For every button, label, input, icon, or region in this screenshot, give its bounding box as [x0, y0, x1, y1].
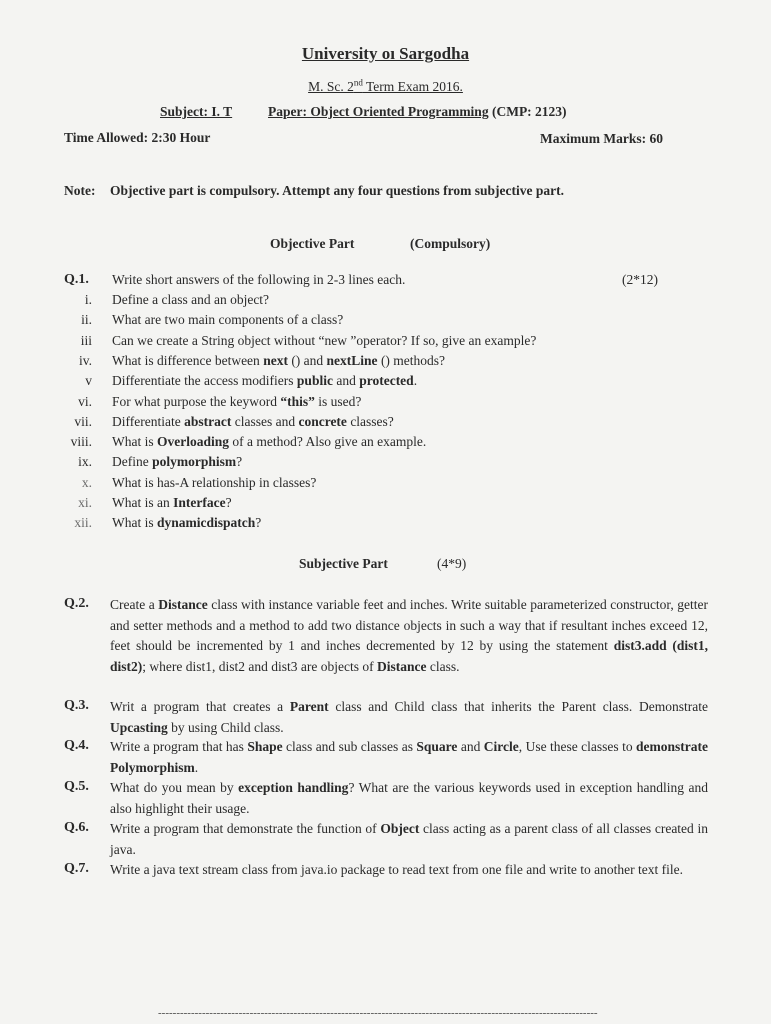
objective-item-number: xii.	[74, 515, 92, 531]
objective-item-number: ix.	[78, 454, 92, 470]
subjective-question-text: Write a java text stream class from java.io package to read text from one file and write to another text file.	[110, 862, 683, 877]
objective-item-text: What is Overloading of a method? Also give an example.	[112, 434, 427, 450]
objective-item-number: vii.	[74, 413, 92, 429]
subjective-question-label: Q.2.	[64, 596, 89, 611]
university-title: University oı Sargodha	[301, 44, 470, 63]
objective-item-number: viii.	[70, 434, 92, 450]
objective-item-number: x.	[81, 474, 92, 490]
objective-item-text: Can we create a String object without “new ”operator? If so, give an example?	[112, 332, 537, 348]
objective-item-text: What is has-A relationship in classes?	[112, 474, 317, 490]
subjective-question-text: What do you mean by exception handling? What are the various keywords used in exception handling and also highlight their usage.	[110, 780, 708, 816]
q1-text: Write short answers of the following in 2-3 lines each.	[112, 272, 406, 287]
objective-item-number: xi.	[78, 495, 92, 510]
time-allowed: Time Allowed: 2:30 Hour	[64, 130, 211, 145]
objective-item-text: What is an Interface?	[112, 495, 232, 510]
objective-item-number: i.	[84, 292, 92, 307]
objective-item-text: Define polymorphism?	[112, 454, 243, 470]
objective-item-number: iv.	[79, 352, 92, 368]
objective-tag: (Compulsory)	[410, 236, 491, 251]
objective-item-text: For what purpose the keyword “this” is used?	[112, 393, 362, 409]
note-text: Objective part is compulsory. Attempt any four questions from subjective part.	[110, 183, 564, 198]
exam-title: M. Sc. 2nd Term Exam 2016.	[308, 77, 463, 94]
subjective-question-label: Q.4.	[64, 738, 89, 753]
objective-item-text: Define a class and an object?	[112, 292, 270, 307]
q1-marks: (2*12)	[622, 272, 658, 287]
subjective-question-text: Writ a program that creates a Parent class and Child class that inherits the Parent class. Demonstrate Upcasting by using Child class.	[110, 699, 708, 735]
subjective-question-text: Write a program that demonstrate the function of Object class acting as a parent class of all classes created in java.	[110, 821, 708, 857]
subjective-question-text: Write a program that has Shape class and sub classes as Square and Circle, Use these classes to demonstrate Polymorphism.	[110, 739, 708, 775]
objective-item-number: v	[85, 373, 92, 389]
subjective-tag: (4*9)	[437, 556, 467, 571]
q1-label: Q.1.	[64, 272, 89, 287]
max-marks: Maximum Marks: 60	[540, 131, 663, 146]
subjective-question-label: Q.5.	[64, 779, 89, 794]
paper-title: Paper: Object Oriented Programming (CMP: 2123)	[268, 104, 567, 119]
objective-item-text: What is difference between next () and nextLine () methods?	[112, 352, 446, 368]
subjective-question-label: Q.7.	[64, 861, 89, 876]
objective-item-number: iii	[80, 332, 92, 348]
subjective-question-label: Q.6.	[64, 820, 89, 835]
objective-item-text: Differentiate the access modifiers public and protected.	[112, 373, 418, 389]
objective-item-text: Differentiate abstract classes and concrete classes?	[112, 413, 394, 429]
objective-item-number: vi.	[78, 393, 92, 409]
subjective-question-text: Create a Distance class with instance variable feet and inches. Write suitable parameterized constructor, getter and setter methods and a method to add two distance objects in such a way that if resultant inches exceed 12, feet should be incremented by 1 and inches decremented by 12 by using the statement dist3.add (dist1, dist2); where dist1, dist2 and dist3 are objects of Distance class.	[110, 597, 709, 674]
objective-item-text: What is dynamicdispatch?	[112, 515, 262, 531]
subjective-question-label: Q.3.	[64, 698, 89, 713]
subject-label: Subject: I. T	[160, 104, 233, 119]
note-label: Note:	[64, 183, 96, 198]
subjective-heading: Subjective Part	[299, 556, 388, 571]
objective-item-text: What are two main components of a class?	[112, 312, 344, 328]
objective-heading: Objective Part	[270, 236, 355, 251]
objective-item-number: ii.	[81, 312, 92, 328]
footer-dashes: ------------------------------------------------------------------------------------------------------------------------	[158, 1007, 598, 1019]
